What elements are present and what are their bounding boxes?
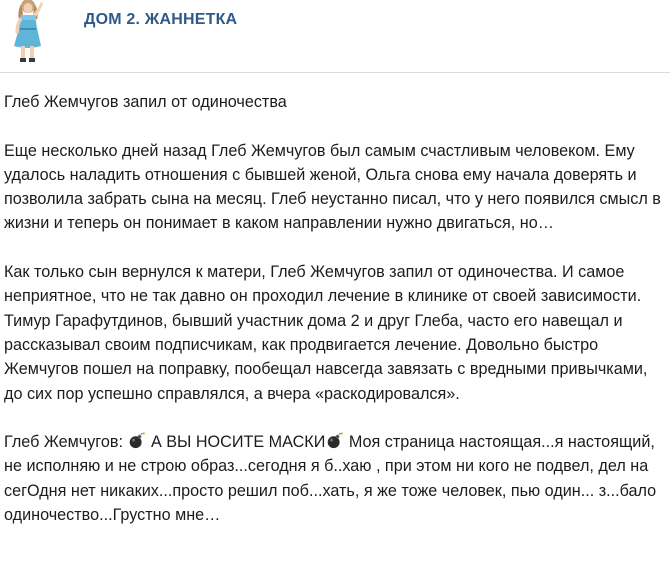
quote-prefix: Глеб Жемчугов: (4, 433, 128, 452)
post-paragraph-2: Как только сын вернулся к матери, Глеб Жемчугов запил от одиночества. И самое неприятное, что не так давно он проходил лечение в клинике от своей зависимости. Тимур Гарафутдинов, бывший участник дома 2 и друг Глеба, часто его навещал и рассказывал своим подписчикам, как продвигается лечение. Довольно быстро Жемчугов пошел на поправку, пообещал навсегда завязать с вредными привычками, до сих пор успешно справлялся, а вчера «раскодировался». (4, 263, 648, 403)
quote-caps: А ВЫ НОСИТЕ МАСКИ (146, 433, 326, 452)
bomb-icon (326, 432, 343, 449)
channel-title[interactable]: ДОМ 2. ЖАННЕТКА (84, 11, 238, 28)
bomb-icon (128, 432, 145, 449)
post-body (4, 90, 664, 527)
post-headline: Глеб Жемчугов запил от одиночества (4, 93, 287, 111)
channel-header (0, 0, 670, 72)
woman-in-blue-dress-avatar-icon (8, 0, 46, 66)
post-paragraph-1: Еще несколько дней назад Глеб Жемчугов был самым счастливым человеком. Ему удалось наладить отношения с бывшей женой, Ольга снова ему начала доверять и позволила забрать сына на месяц. Глеб неустанно писал, что у него появился смысл в жизни и теперь он понимает в каком направлении нужно двигаться, но… (4, 141, 661, 233)
header-divider (0, 72, 670, 73)
quote-rest: Моя страница настоящая...я настоящий, не исполняю и не строю образ...сегодня я б..хаю , при этом ни кого не подвел, дел на сегОдня нет никаких...просто решил поб...хать, я же тоже человек, пью один... з...бало одиночество...Грустно мне… (4, 433, 657, 525)
channel-avatar[interactable] (8, 0, 46, 66)
post-quote (4, 430, 664, 527)
